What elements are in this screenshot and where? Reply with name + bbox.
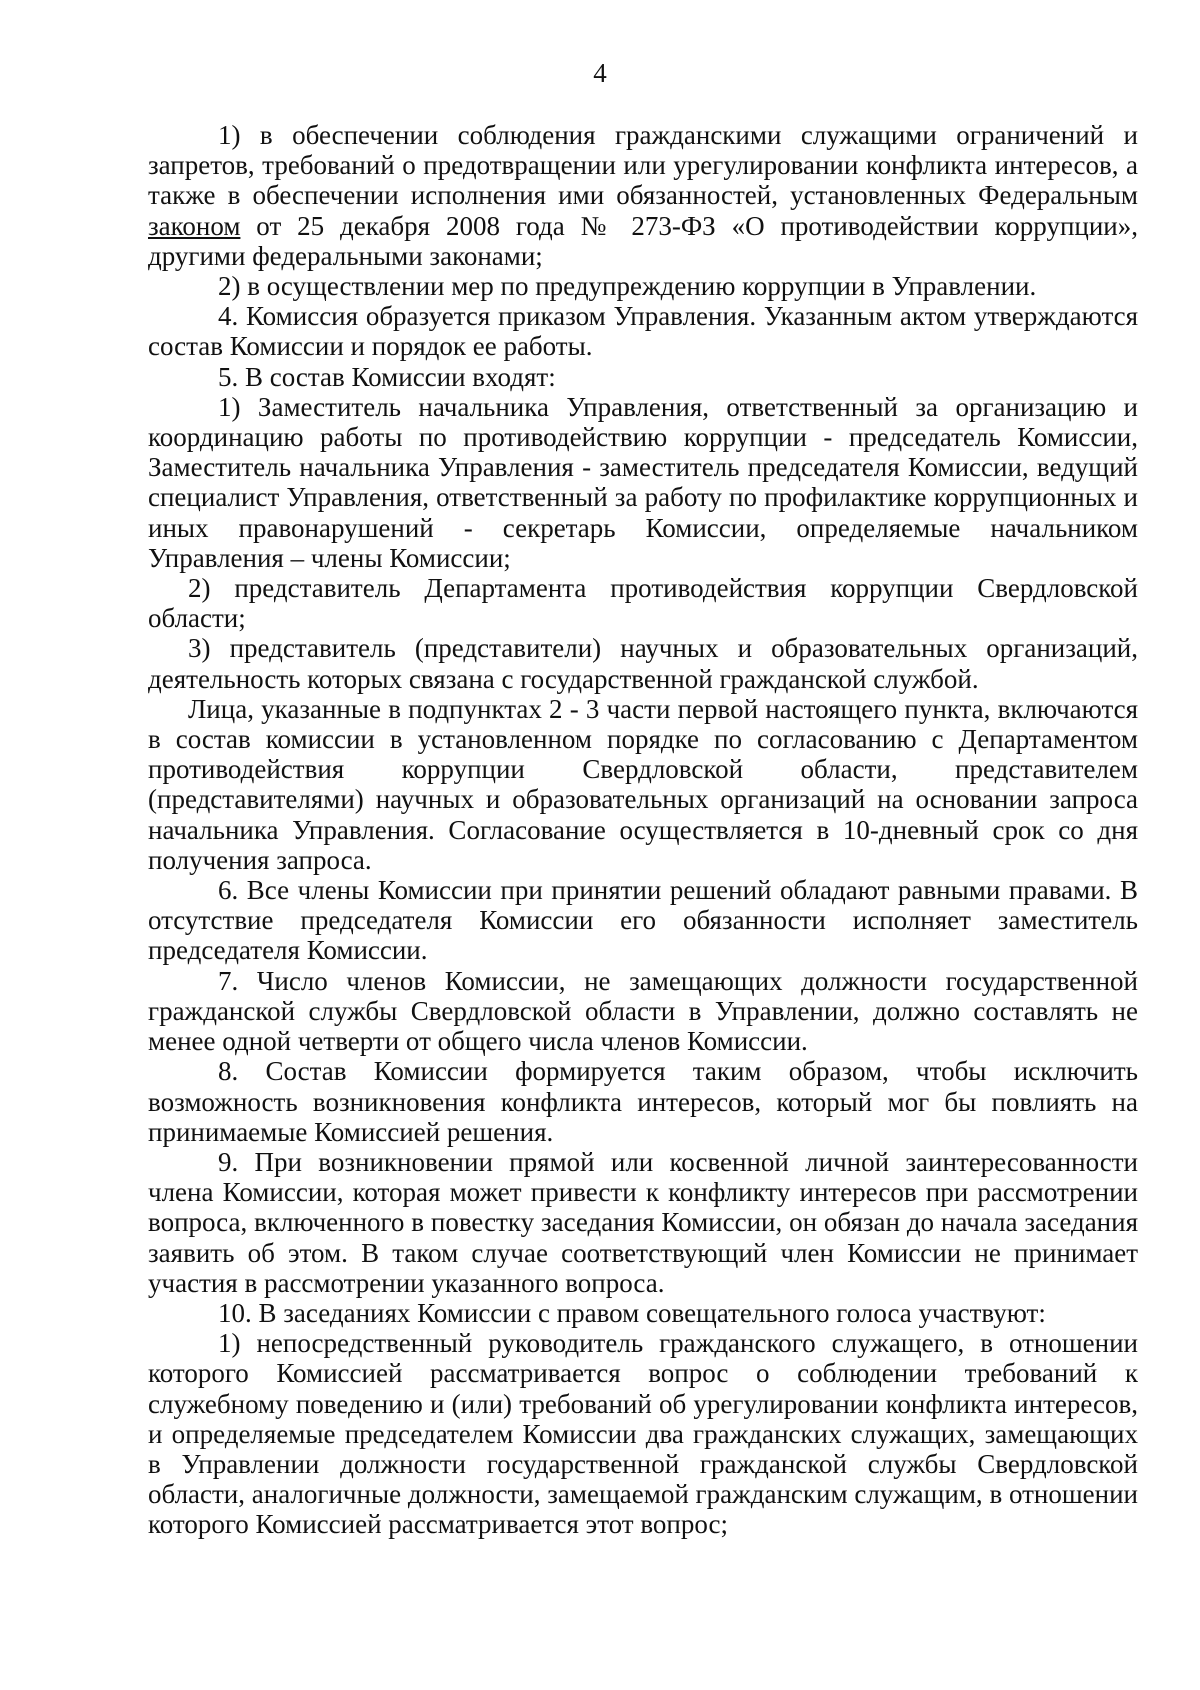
paragraph-1	[148, 120, 1138, 271]
paragraph-6: 2) представитель Департамента противодействия коррупции Свердловской области;	[148, 573, 1138, 634]
paragraph-4: 5. В состав Комиссии входят:	[218, 361, 556, 392]
paragraph-3: 4. Комиссия образуется приказом Управления. Указанным актом утверждаются состав Комиссии и порядок ее работы.	[148, 301, 1138, 362]
paragraph-1-text-end: от 25 декабря 2008 года № 273-ФЗ «О противодействии коррупции», другими федеральными законами;	[148, 210, 1138, 271]
paragraph-5: 1) Заместитель начальника Управления, ответственный за организацию и координацию работы по противодействию коррупции - председатель Комиссии, Заместитель начальника Управления - заместитель председателя Комиссии, ведущий специалист Управления, ответственный за работу по профилактике коррупционных и иных правонарушений - секретарь Комиссии, определяемые начальником Управления – члены Комиссии;	[148, 391, 1138, 573]
paragraph-12: 9. При возникновении прямой или косвенной личной заинтересованности члена Комиссии, которая может привести к конфликту интересов при рассмотрении вопроса, включенного в повестку заседания Комиссии, он обязан до начала заседания заявить об этом. В таком случае соответствующий член Комиссии не принимает участия в рассмотрении указанного вопроса.	[148, 1146, 1138, 1298]
document-body	[148, 120, 1138, 1540]
paragraph-9: 6. Все члены Комиссии при принятии решений обладают равными правами. В отсутствие председателя Комиссии его обязанности исполняет заместитель председателя Комиссии.	[148, 875, 1138, 966]
paragraph-14: 1) непосредственный руководитель гражданского служащего, в отношении которого Комиссией рассматривается вопрос о соблюдении требований к служебному поведению и (или) требований об урегулировании конфликта интересов, и определяемые председателем Комиссии два гражданских служащих, замещающих в Управлении должности государственной гражданской службы Свердловской области, аналогичные должности, замещаемой гражданским служащим, в отношении которого Комиссией рассматривается этот вопрос;	[148, 1328, 1138, 1540]
paragraph-2: 2) в осуществлении мер по предупреждению коррупции в Управлении.	[218, 271, 1037, 302]
paragraph-7: 3) представитель (представители) научных и образовательных организаций, деятельность которых связана с государственной гражданской службой.	[148, 633, 1138, 694]
paragraph-1-text-start: 1) в обеспечении соблюдения гражданскими служащими ограничений и запретов, требований о предотвращении или урегулировании конфликта интересов, а также в обеспечении исполнения ими обязанностей, установленных Федеральным	[148, 120, 1138, 211]
paragraph-10: 7. Число членов Комиссии, не замещающих должности государственной гражданской службы Свердловской области в Управлении, должно составлять не менее одной четверти от общего числа членов Комиссии.	[148, 965, 1138, 1057]
paragraph-11: 8. Состав Комиссии формируется таким образом, чтобы исключить возможность возникновения конфликта интересов, который мог бы повлиять на принимаемые Комиссией решения.	[148, 1056, 1138, 1147]
law-link[interactable]: законом	[148, 210, 241, 241]
page-number: 4	[593, 58, 607, 88]
paragraph-13: 10. В заседаниях Комиссии с правом совещательного голоса участвуют:	[218, 1297, 1046, 1328]
paragraph-8: Лица, указанные в подпунктах 2 - 3 части первой настоящего пункта, включаются в состав комиссии в установленном порядке по согласованию с Департаментом противодействия коррупции Свердловской области, представителем (представителями) научных и образовательных организаций на основании запроса начальника Управления. Согласование осуществляется в 10-дневный срок со дня получения запроса.	[148, 693, 1138, 875]
